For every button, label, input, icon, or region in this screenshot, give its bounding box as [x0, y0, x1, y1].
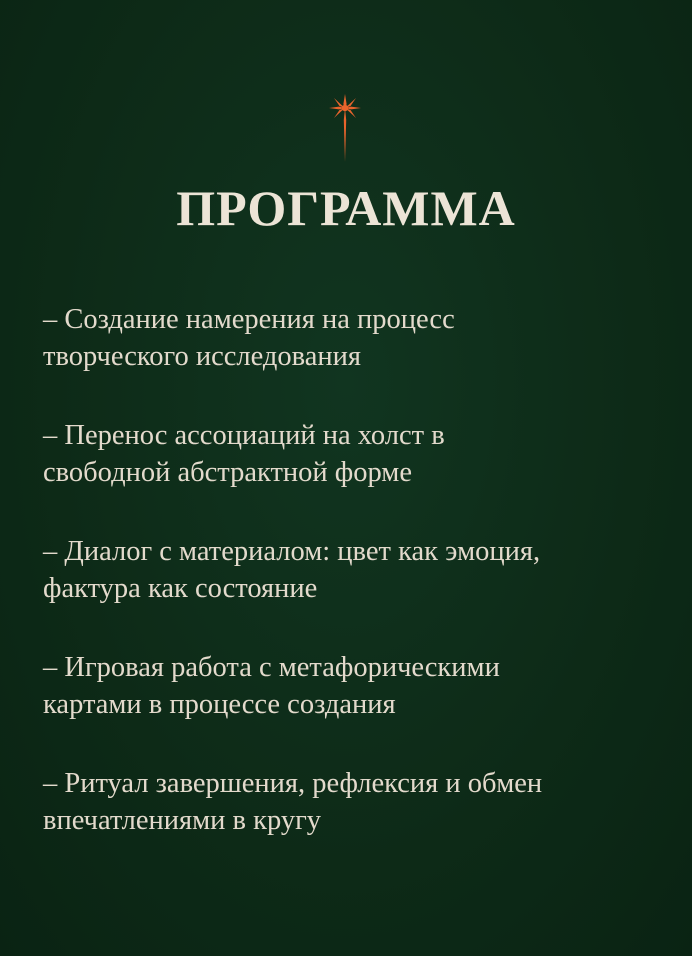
- program-list: [43, 301, 663, 881]
- list-item-line: – Создание намерения на процесс: [43, 304, 455, 335]
- list-item-line: – Диалог с материалом: цвет как эмоция,: [43, 536, 541, 567]
- list-item-line: – Игровая работа с метафорическими: [43, 652, 500, 683]
- list-item-line: – Перенос ассоциаций на холст в: [43, 420, 445, 451]
- list-item-line: картами в процессе создания: [43, 689, 396, 720]
- list-item-line: творческого исследования: [43, 341, 361, 372]
- list-item-line: свободной абстрактной форме: [43, 457, 412, 488]
- list-item: [43, 765, 663, 839]
- list-item-line: – Ритуал завершения, рефлексия и обмен: [43, 768, 543, 799]
- list-item: [43, 533, 663, 607]
- list-item-line: фактура как состояние: [43, 573, 318, 604]
- list-item: [43, 301, 663, 375]
- list-item: [43, 417, 663, 491]
- page-title: ПРОГРАММА: [176, 180, 516, 236]
- list-item: [43, 649, 663, 723]
- list-item-line: впечатлениями в кругу: [43, 805, 322, 836]
- star-icon: [327, 94, 363, 162]
